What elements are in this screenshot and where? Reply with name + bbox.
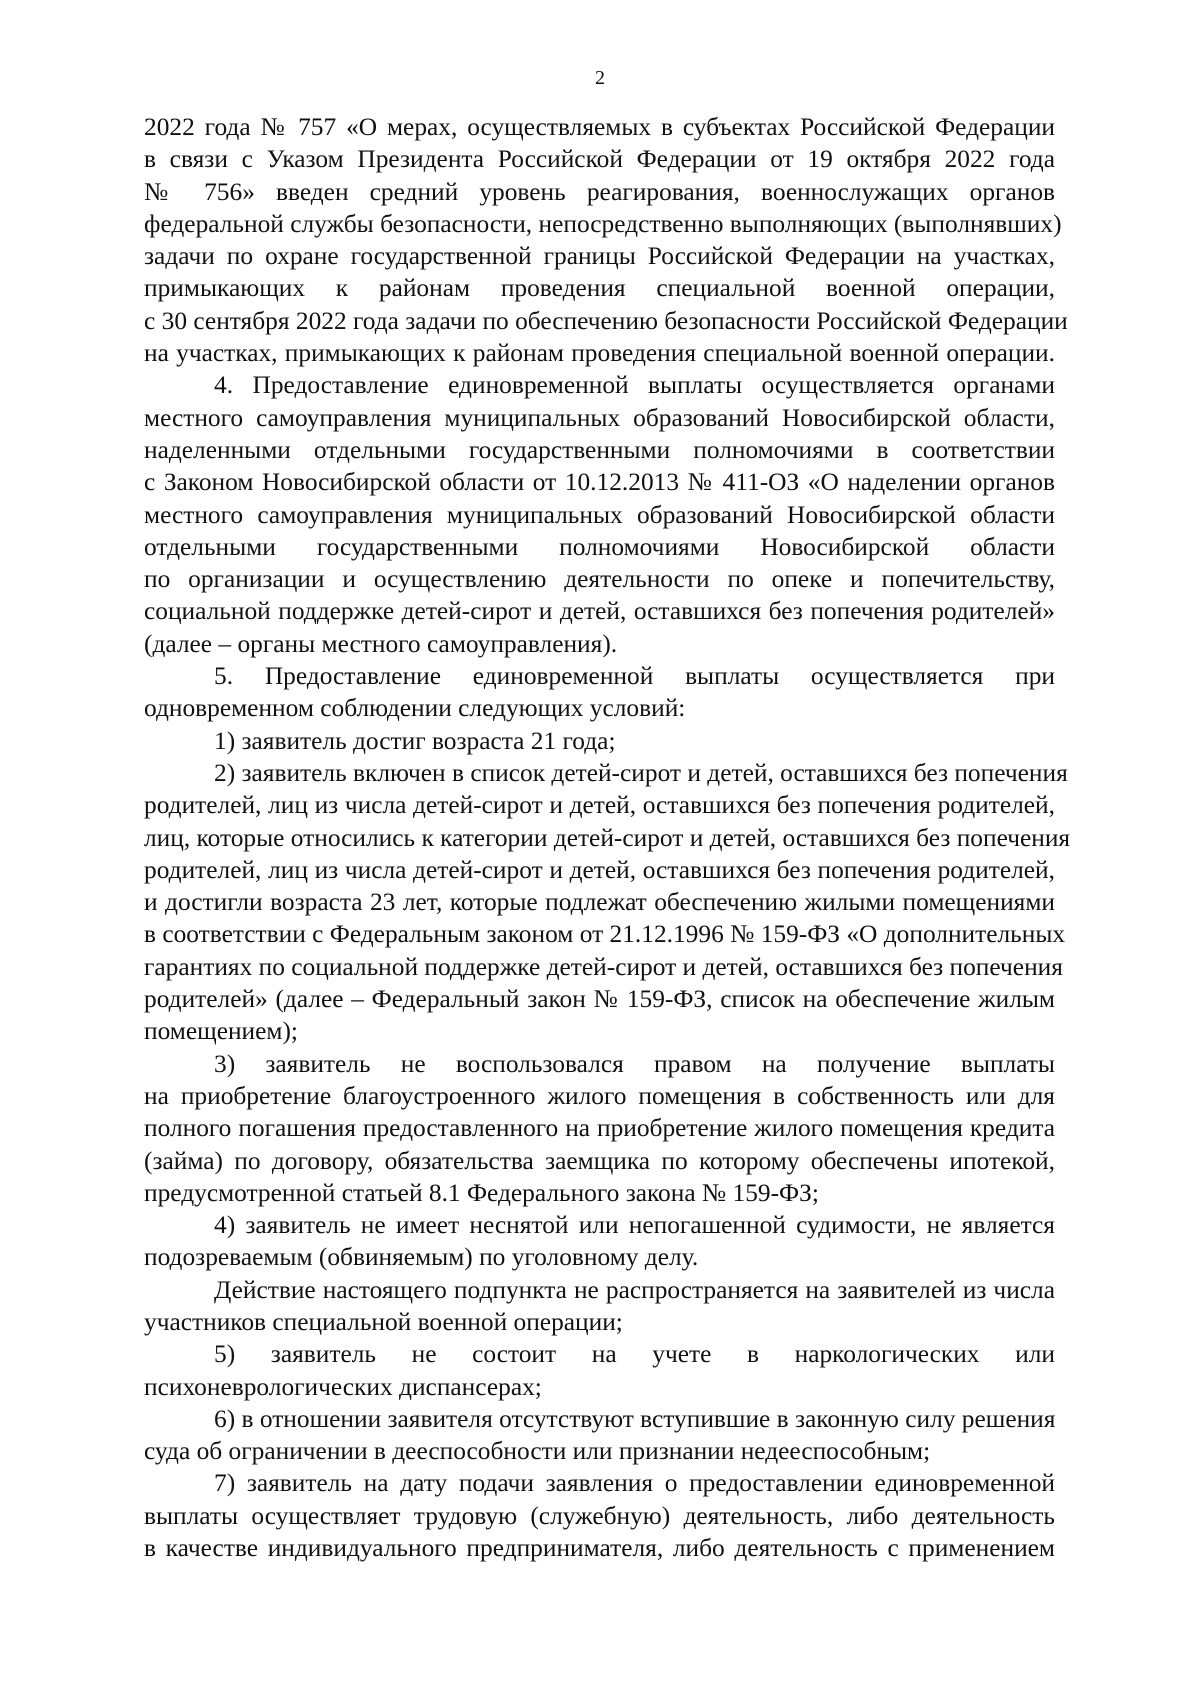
text-line: с 30 сентября 2022 года задачи по обеспечению безопасности Российской Федерации — [144, 306, 1068, 335]
text-line: 4. Предоставление единовременной выплаты осуществляется органами — [214, 371, 1055, 400]
text-line: социальной поддержке детей-сирот и детей, оставшихся без попечения родителей» — [144, 597, 1055, 626]
text-line: Действие настоящего подпункта не распространяется на заявителей из числа — [214, 1275, 1055, 1304]
text-line: родителей, лиц из числа детей-сирот и детей, оставшихся без попечения родителей, — [144, 791, 1055, 820]
text-line: подозреваемым (обвиняемым) по уголовному делу. — [144, 1243, 699, 1272]
text-line: гарантиях по социальной поддержке детей-сирот и детей, оставшихся без попечения — [144, 952, 1063, 981]
text-line: лиц, которые относились к категории детей-сирот и детей, оставшихся без попечения — [144, 823, 1071, 852]
text-line: местного самоуправления муниципальных образований Новосибирской области, — [144, 403, 1055, 432]
text-line: в качестве индивидуального предпринимателя, либо деятельность с применением — [144, 1534, 1055, 1563]
text-line: 5) заявитель не состоит на учете в наркологических или — [214, 1340, 1055, 1369]
page-number: 2 — [595, 67, 605, 89]
text-line: 3) заявитель не воспользовался правом на получение выплаты — [214, 1049, 1055, 1078]
text-line: в соответствии с Федеральным законом от 21.12.1996 № 159-ФЗ «О дополнительных — [144, 920, 1066, 949]
text-line: на участках, примыкающих к районам проведения специальной военной операции. — [144, 339, 1055, 368]
text-line: (далее – органы местного самоуправления). — [144, 629, 618, 658]
text-line: с Законом Новосибирской области от 10.12.2013 № 411-ОЗ «О наделении органов — [144, 468, 1055, 497]
text-line: и достигли возраста 23 лет, которые подлежат обеспечению жилыми помещениями — [144, 888, 1055, 917]
text-line: федеральной службы безопасности, непосредственно выполняющих (выполнявших) — [144, 209, 1062, 238]
text-line: наделенными отдельными государственными полномочиями в соответствии — [144, 435, 1055, 464]
text-line: участников специальной военной операции; — [144, 1307, 623, 1336]
text-line: по организации и осуществлению деятельности по опеке и попечительству, — [144, 565, 1055, 594]
text-line: помещением); — [144, 1017, 298, 1046]
text-line: суда об ограничении в дееспособности или признании недееспособным; — [144, 1437, 931, 1466]
text-line: местного самоуправления муниципальных образований Новосибирской области — [144, 500, 1055, 529]
text-line: предусмотренной статьей 8.1 Федерального закона № 159-ФЗ; — [144, 1178, 819, 1207]
text-line: № 756» введен средний уровень реагирования, военнослужащих органов — [144, 177, 1055, 206]
text-line: одновременном соблюдении следующих условий: — [144, 694, 686, 723]
text-line: задачи по охране государственной границы Российской Федерации на участках, — [144, 242, 1055, 271]
document-body — [144, 111, 1071, 1564]
text-line: отдельными государственными полномочиями Новосибирской области — [144, 532, 1055, 561]
text-line: 1) заявитель достиг возраста 21 года; — [214, 726, 616, 755]
text-line: 2) заявитель включен в список детей-сирот и детей, оставшихся без попечения — [214, 758, 1068, 787]
text-line: психоневрологических диспансерах; — [144, 1372, 542, 1401]
text-line: 2022 года № 757 «О мерах, осуществляемых в субъектах Российской Федерации — [144, 113, 1055, 141]
text-line: 4) заявитель не имеет неснятой или непогашенной судимости, не является — [214, 1211, 1055, 1240]
text-line: 6) в отношении заявителя отсутствуют вступившие в законную силу решения — [214, 1404, 1056, 1433]
text-line: на приобретение благоустроенного жилого помещения в собственность или для — [144, 1081, 1055, 1110]
text-line: примыкающих к районам проведения специальной военной операции, — [144, 274, 1055, 303]
text-line: 5. Предоставление единовременной выплаты осуществляется при — [214, 662, 1055, 691]
text-line: в связи с Указом Президента Российской Федерации от 19 октября 2022 года — [144, 145, 1055, 174]
text-line: (займа) по договору, обязательства заемщика по которому обеспечены ипотекой, — [144, 1146, 1055, 1175]
text-line: 7) заявитель на дату подачи заявления о предоставлении единовременной — [214, 1469, 1055, 1498]
text-line: полного погашения предоставленного на приобретение жилого помещения кредита — [144, 1114, 1055, 1143]
text-line: родителей» (далее – Федеральный закон № 159-ФЗ, список на обеспечение жилым — [144, 985, 1055, 1014]
text-line: выплаты осуществляет трудовую (служебную) деятельность, либо деятельность — [144, 1501, 1055, 1530]
text-line: родителей, лиц из числа детей-сирот и детей, оставшихся без попечения родителей, — [144, 855, 1055, 884]
